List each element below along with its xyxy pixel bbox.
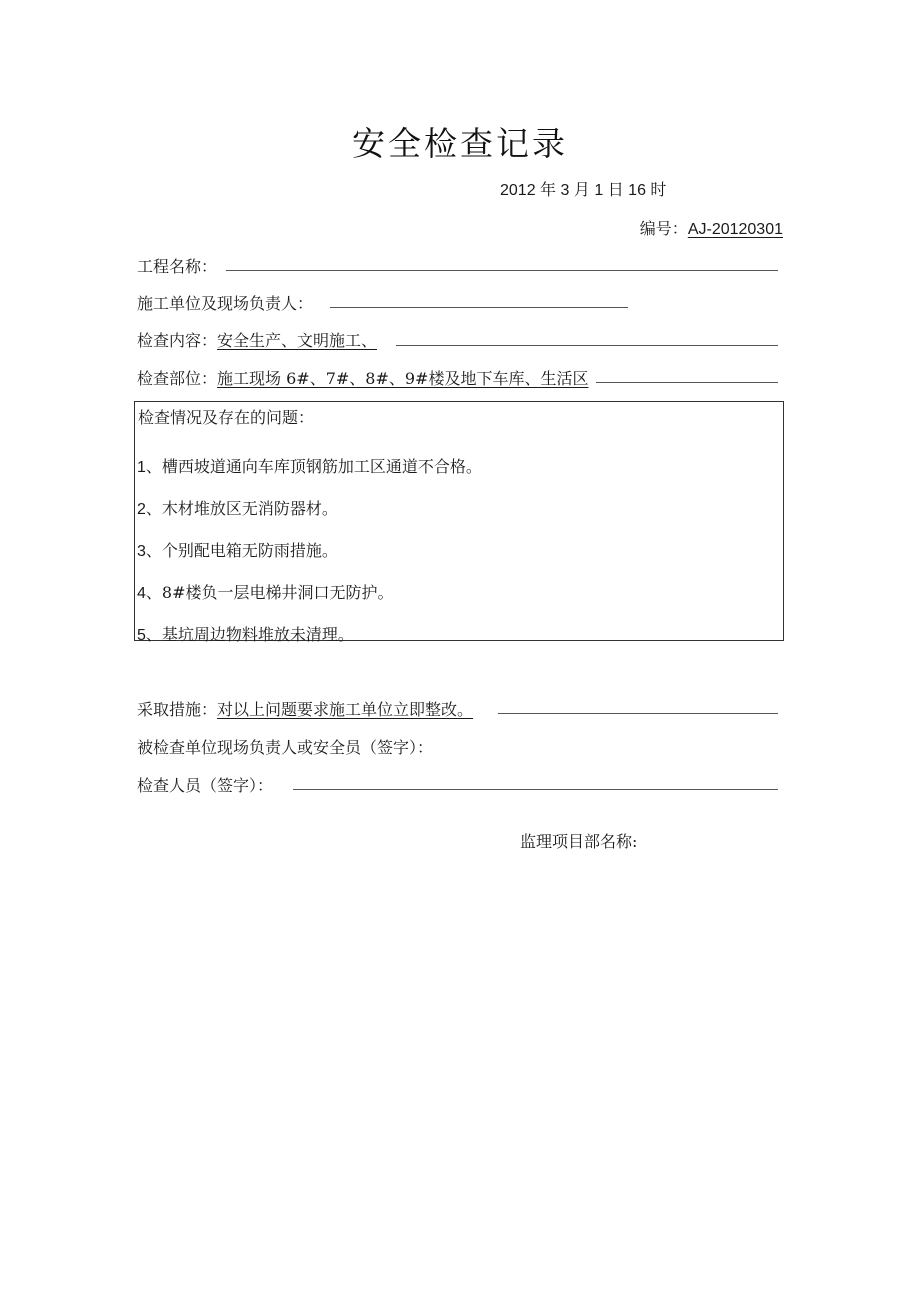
inspection-date: 2012 年 3 月 1 日 16 时 (500, 180, 667, 199)
date-year: 2012 (500, 182, 536, 199)
inspection-area-label: 检查部位： (137, 369, 218, 388)
measures-label: 采取措施： (137, 700, 218, 719)
inspection-area-line[interactable] (596, 382, 778, 383)
issue-item: 2、木材堆放区无消防器材。 (137, 499, 338, 518)
issue-item: 3、个别配电箱无防雨措施。 (137, 541, 338, 560)
issue-item: 1、槽西坡道通向车库顶钢筋加工区通道不合格。 (137, 457, 482, 476)
inspector-signature-field (137, 773, 273, 796)
date-day: 1 (594, 182, 604, 199)
contractor-lead-line[interactable] (330, 307, 628, 308)
supervision-dept-field (520, 829, 637, 852)
supervision-dept-label: 监理项目部名称: (520, 832, 638, 851)
page-title: 安全检查记录 (352, 124, 568, 163)
inspection-content-field (137, 328, 377, 351)
issue-item: 5、基坑周边物料堆放未清理。 (137, 625, 354, 644)
inspected-signature-field (137, 735, 433, 758)
issues-heading: 检查情况及存在的问题： (138, 408, 315, 427)
inspection-area-value: 施工现场 6#、7#、8#、9#楼及地下车库、生活区 (217, 369, 589, 388)
record-number-value: AJ-20120301 (687, 221, 783, 238)
inspection-content-line[interactable] (396, 345, 778, 346)
inspector-signature-label: 检查人员（签字）： (137, 776, 274, 795)
date-hour: 16 (628, 182, 646, 199)
measures-field (137, 697, 473, 720)
record-number-label: 编号： (639, 219, 688, 238)
project-name-line[interactable] (226, 270, 778, 271)
inspection-content-label: 检查内容： (137, 331, 218, 350)
inspection-area-field (137, 366, 588, 389)
issues-box (134, 401, 784, 644)
project-name-label: 工程名称： (137, 257, 218, 276)
measures-line[interactable] (498, 713, 778, 714)
contractor-lead-label: 施工单位及现场负责人： (137, 294, 314, 313)
project-name-field (137, 254, 217, 277)
contractor-lead-field (137, 291, 313, 314)
record-number (640, 216, 783, 239)
issue-item: 4、8#楼负一层电梯井洞口无防护。 (137, 583, 394, 602)
date-month: 3 (560, 182, 570, 199)
inspector-signature-line[interactable] (293, 789, 778, 790)
inspection-content-value: 安全生产、文明施工、 (217, 331, 378, 350)
inspected-signature-label: 被检查单位现场负责人或安全员（签字）： (137, 738, 434, 757)
measures-value: 对以上问题要求施工单位立即整改。 (217, 700, 474, 719)
